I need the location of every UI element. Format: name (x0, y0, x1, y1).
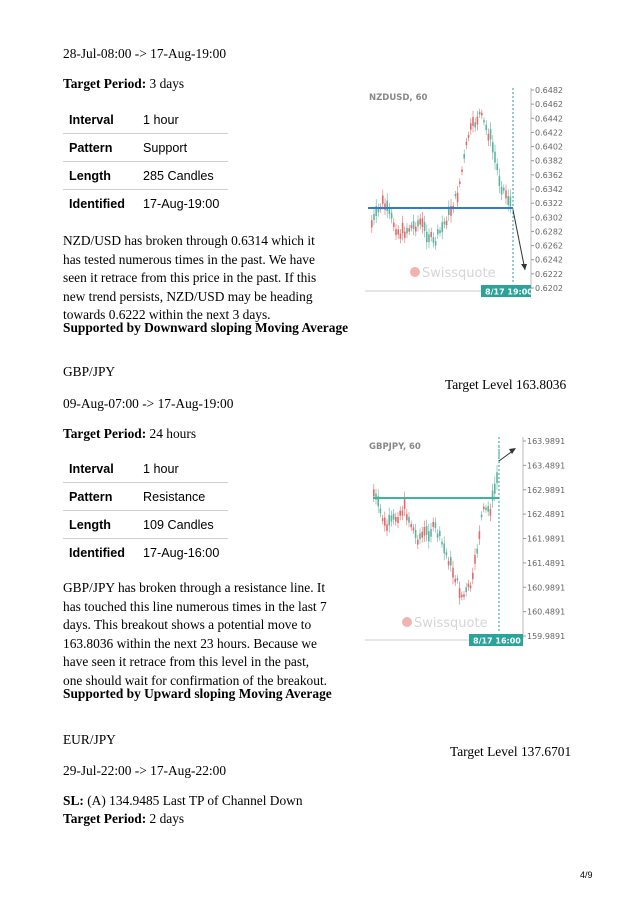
candle-body (494, 152, 496, 163)
target-period-label: Target Period: (63, 426, 147, 441)
candle-body (402, 223, 404, 233)
y-tick-label: 159.9891 (527, 632, 566, 641)
candle-body (430, 529, 432, 537)
nzdusd-chart-svg (363, 84, 573, 300)
target-period-label: Target Period: (63, 76, 147, 91)
supported-note: Supported by Downward sloping Moving Average (63, 320, 349, 335)
y-tick-label: 0.6282 (535, 227, 563, 237)
date-range: 29-Jul-22:00 -> 17-Aug-22:00 (63, 763, 227, 778)
y-tick-label: 0.6442 (535, 114, 563, 124)
candle-body (481, 113, 483, 116)
table-row (63, 483, 228, 511)
candle-body (435, 241, 437, 245)
row-value: 109 Candles (137, 511, 228, 539)
candle-body (386, 201, 388, 211)
row-key: Length (63, 511, 137, 539)
description-line: has touched this line numerous times in the last 7 (63, 598, 327, 614)
target-period (63, 425, 196, 443)
candle-body (415, 227, 417, 232)
candle-body (454, 579, 456, 583)
candle-body (507, 196, 509, 205)
row-key: Interval (63, 455, 137, 483)
y-tick-label: 163.4891 (527, 461, 566, 471)
description-line: NZD/USD has broken through 0.6314 which it (63, 233, 315, 248)
gbpjpy-chart-svg (363, 433, 573, 649)
candle-body (477, 117, 479, 125)
y-tick-label: 0.6482 (535, 86, 563, 95)
stop-loss-value: (A) 134.9485 Last TP of Channel Down (83, 793, 303, 808)
candle-body (433, 237, 435, 243)
candle-body (448, 561, 450, 565)
y-tick-label: 0.6322 (535, 199, 563, 209)
page-number: 4/9 (580, 870, 593, 880)
candle-body (410, 524, 412, 527)
description-line: GBP/JPY has broken through a resistance line. It (63, 580, 326, 595)
candle-body (424, 222, 426, 231)
candle-body (391, 515, 393, 521)
candle-body (510, 196, 512, 206)
row-value: 17-Aug-16:00 (143, 545, 220, 560)
y-tick-label: 0.6382 (535, 156, 563, 166)
target-level: Target Level 137.6701 (450, 744, 572, 759)
gbpjpy-chart (363, 433, 573, 649)
table-row (63, 511, 228, 539)
brand-watermark: Swissquote (422, 266, 496, 281)
candle-body (415, 530, 417, 538)
candle-body (481, 515, 483, 518)
candle-body (461, 595, 463, 597)
description-line: days. This breakout shows a potential move to (63, 617, 312, 633)
candle-body (395, 229, 397, 235)
candle-body (441, 542, 443, 545)
description-line: one should wait for confirmation of the breakout. (63, 672, 328, 688)
candle-body (488, 134, 490, 141)
candle-body (400, 234, 402, 239)
target-period-value: 2 days (146, 811, 185, 826)
y-axis-ticks (523, 437, 565, 641)
candle-body (466, 142, 468, 145)
candle-body (428, 531, 430, 541)
candle-body (411, 225, 413, 228)
nzdusd-chart (363, 84, 573, 300)
row-key: Pattern (63, 134, 137, 162)
candle-body (382, 518, 384, 521)
target-period (63, 810, 184, 828)
y-tick-label: 0.6462 (535, 100, 563, 110)
candle-body (421, 532, 423, 538)
row-value: 1 hour (137, 106, 228, 134)
table-row (63, 106, 228, 134)
y-tick-label: 161.9891 (527, 534, 566, 544)
description (63, 232, 363, 325)
row-key: Identified (69, 196, 125, 211)
table-row (63, 162, 228, 190)
y-tick-label: 160.4891 (527, 607, 566, 617)
table-row (63, 190, 228, 218)
y-tick-label: 162.4891 (527, 510, 566, 520)
candle-body (373, 489, 375, 496)
candle-body (479, 112, 481, 115)
description-line: towards 0.6222 within the next 3 days. (63, 307, 271, 323)
candle-body (391, 213, 393, 219)
candle-body (496, 472, 498, 483)
candle-body (402, 511, 404, 516)
candle-body (437, 229, 439, 234)
row-value: 1 hour (137, 455, 228, 483)
candle-body (470, 123, 472, 129)
candle-body (439, 531, 441, 536)
candle-body (485, 508, 487, 510)
candle-body (490, 509, 492, 516)
stop-loss (63, 792, 303, 810)
candle-body (490, 129, 492, 139)
candle-body (472, 117, 474, 126)
candle-body (474, 122, 476, 127)
row-key: Interval (63, 106, 137, 134)
candle-body (446, 221, 448, 225)
pair-name: EUR/JPY (63, 732, 116, 747)
candle-body (397, 517, 399, 523)
target-level: Target Level 163.8036 (445, 377, 567, 392)
candle-body (424, 527, 426, 536)
row-key: Length (63, 162, 137, 190)
candle-body (395, 517, 397, 522)
description-line: has tested numerous times in the past. We have (63, 251, 315, 267)
swissquote-logo-icon (402, 617, 412, 627)
row-value: Support (137, 134, 228, 162)
candle-body (487, 506, 489, 511)
y-tick-label: 0.6202 (535, 284, 563, 293)
target-period (63, 75, 184, 93)
candle-body (441, 222, 443, 232)
candle-body (404, 499, 406, 509)
candle-body (457, 578, 459, 580)
description (63, 579, 363, 691)
candle-body (463, 154, 465, 159)
date-range: 28-Jul-08:00 -> 17-Aug-19:00 (63, 46, 227, 61)
y-tick-label: 160.9891 (527, 583, 566, 593)
candle-body (479, 531, 481, 539)
row-key: Identified (69, 545, 125, 560)
y-tick-label: 0.6242 (535, 255, 563, 265)
candle-body (406, 228, 408, 234)
table-row (63, 539, 228, 567)
target-period-value: 3 days (146, 76, 185, 91)
candle-body (435, 522, 437, 528)
y-tick-label: 162.9891 (527, 485, 566, 495)
candle-body (413, 221, 415, 229)
candle-body (483, 507, 485, 510)
candle-body (459, 588, 461, 598)
candle-body (393, 514, 395, 520)
candle-body (459, 182, 461, 184)
chart-symbol: GBPJPY, 60 (369, 442, 421, 452)
candle-body (419, 219, 421, 225)
candle-body (430, 232, 432, 237)
row-value: Resistance (137, 483, 228, 511)
row-value: 17-Aug-19:00 (143, 196, 220, 211)
description-line: have seen it retrace from this level in the past, (63, 654, 310, 670)
candle-body (496, 164, 498, 170)
candle-body (406, 514, 408, 520)
candle-body (404, 232, 406, 238)
candle-body (499, 176, 501, 186)
candle-body (422, 218, 424, 227)
candle-body (426, 232, 428, 242)
candle-body (476, 548, 478, 553)
candle-body (382, 196, 384, 204)
y-tick-label: 0.6342 (535, 185, 563, 194)
y-tick-label: 0.6262 (535, 241, 563, 251)
chart-symbol: NZDUSD, 60 (369, 93, 428, 103)
candle-body (408, 228, 410, 231)
pair-name: GBP/JPY (63, 364, 116, 379)
candle-body (465, 587, 467, 592)
candle-body (393, 222, 395, 227)
candle-body (437, 533, 439, 537)
candle-body (472, 573, 474, 579)
candle-body (408, 517, 410, 523)
candle-body (439, 230, 441, 233)
candle-body (457, 193, 459, 203)
candle-body (483, 120, 485, 122)
y-axis-ticks (531, 86, 563, 293)
y-tick-label: 0.6362 (535, 170, 563, 180)
description-line: new trend persists, NZD/USD may be heading (63, 288, 313, 304)
candle-body (474, 555, 476, 564)
target-period-label: Target Period: (63, 811, 147, 826)
candle-body (388, 515, 390, 525)
candle-body (505, 190, 507, 198)
time-label: 8/17 16:00 (473, 636, 521, 646)
y-tick-label: 0.6422 (535, 128, 563, 138)
pattern-info-table (63, 106, 228, 217)
brand-watermark: Swissquote (414, 616, 488, 631)
candle-body (503, 188, 505, 191)
candle-body (426, 526, 428, 535)
candle-body (373, 214, 375, 220)
candle-body (444, 221, 446, 224)
y-tick-label: 161.4891 (527, 558, 566, 568)
candle-body (371, 220, 373, 227)
candle-body (397, 229, 399, 234)
candle-body (446, 552, 448, 555)
candle-body (432, 522, 434, 527)
candle-body (468, 584, 470, 587)
y-tick-label: 0.6222 (535, 269, 563, 279)
candle-body (485, 125, 487, 130)
candle-body (419, 533, 421, 539)
y-tick-label: 163.9891 (527, 437, 566, 446)
candle-body (384, 518, 386, 526)
candle-body (455, 194, 457, 196)
candle-body (492, 142, 494, 152)
candle-body (417, 220, 419, 226)
candle-body (452, 568, 454, 578)
candle-body (443, 543, 445, 553)
pattern-info-table (63, 455, 228, 566)
candle-body (470, 586, 472, 589)
candle-body (380, 509, 382, 514)
target-period-value: 24 hours (146, 426, 197, 441)
y-tick-label: 0.6402 (535, 142, 563, 152)
candle-body (461, 169, 463, 172)
candle-body (417, 540, 419, 545)
candle-body (428, 234, 430, 242)
description-line: seen it retrace from this price in the past. If this (63, 270, 317, 286)
candle-body (463, 594, 465, 597)
swissquote-logo-icon (410, 267, 420, 277)
candle-body (386, 524, 388, 530)
candle-body (494, 484, 496, 494)
candle-body (501, 187, 503, 195)
date-range: 09-Aug-07:00 -> 17-Aug-19:00 (63, 396, 234, 411)
description-line: 163.8036 within the next 23 hours. Because we (63, 635, 318, 651)
candle-body (450, 557, 452, 565)
row-key: Pattern (63, 483, 137, 511)
candle-body (468, 135, 470, 138)
supported-note: Supported by Upward sloping Moving Average (63, 686, 332, 701)
stop-loss-label: SL: (63, 793, 84, 808)
y-tick-label: 0.6302 (535, 213, 563, 223)
candle-body (492, 491, 494, 501)
row-value: 285 Candles (137, 162, 228, 190)
table-row (63, 134, 228, 162)
candle-body (413, 528, 415, 531)
table-row (63, 455, 228, 483)
time-label: 8/17 19:00 (485, 287, 533, 297)
candle-body (399, 511, 401, 516)
